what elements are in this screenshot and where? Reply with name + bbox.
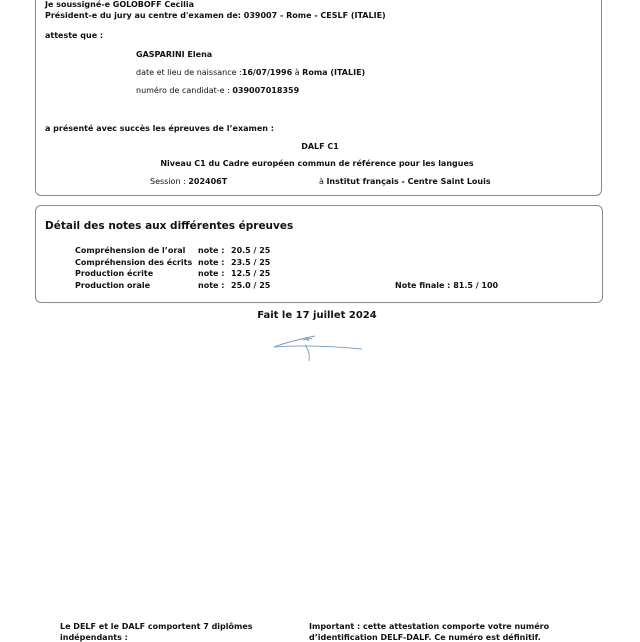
atteste-label: atteste que : <box>45 31 104 40</box>
session-label: Session : <box>150 177 186 186</box>
scores-title: Détail des notes aux différentes épreuves <box>45 220 294 232</box>
score-row-value: 23.5 / 25 <box>231 258 271 267</box>
signatory-line: Je soussigné-e GOLOBOFF Cecilia <box>45 0 195 9</box>
session-line <box>150 177 227 186</box>
score-row-note-label: note : <box>198 281 225 290</box>
exam-intro: a présenté avec succès les épreuves de l’examen : <box>45 124 274 133</box>
score-row-value: 12.5 / 25 <box>231 269 271 278</box>
birth-date: 16/07/1996 <box>241 68 293 77</box>
score-row-label: Compréhension des écrits <box>75 258 193 267</box>
birth-place: Roma (ITALIE) <box>302 68 366 77</box>
score-row-label: Production orale <box>75 281 151 290</box>
exam-level: Niveau C1 du Cadre européen commun de référence pour les langues <box>160 159 474 168</box>
final-score: Note finale : 81.5 / 100 <box>395 281 499 290</box>
candidate-number-line <box>136 86 299 95</box>
footer-right-line2: d’identification DELF-DALF. Ce numéro est définitif. <box>309 633 541 642</box>
jury-president-line: Président-e du jury au centre d'examen de: 039007 - Rome - CESLF (ITALIE) <box>45 11 386 20</box>
candidate-name: GASPARINI Elena <box>136 50 213 59</box>
score-row-note-label: note : <box>198 269 225 278</box>
score-row-value: 25.0 / 25 <box>231 281 271 290</box>
score-row-label: Production écrite <box>75 269 154 278</box>
exam-place-line <box>319 177 491 186</box>
footer-left-line1: Le DELF et le DALF comportent 7 diplômes <box>60 622 253 631</box>
birth-info <box>136 68 365 77</box>
candidate-number: 039007018359 <box>232 86 300 95</box>
score-row-value: 20.5 / 25 <box>231 246 271 255</box>
score-row-note-label: note : <box>198 246 225 255</box>
footer-left-line2: indépendants : <box>60 633 128 642</box>
score-row-note-label: note : <box>198 258 225 267</box>
session-code: 202406T <box>188 177 228 186</box>
exam-name: DALF C1 <box>301 142 339 151</box>
date-line: Fait le 17 juillet 2024 <box>257 310 377 321</box>
birth-sep: à <box>292 68 303 77</box>
place-prefix: à <box>319 177 324 186</box>
candidate-number-label: numéro de candidat-e : <box>136 86 230 95</box>
signature-icon <box>270 333 365 363</box>
birth-label: date et lieu de naissance : <box>136 68 242 77</box>
score-row-label: Compréhension de l’oral <box>75 246 186 255</box>
exam-place: Institut français - Centre Saint Louis <box>326 177 491 186</box>
footer-right-line1: Important : cette attestation comporte votre numéro <box>309 622 550 631</box>
